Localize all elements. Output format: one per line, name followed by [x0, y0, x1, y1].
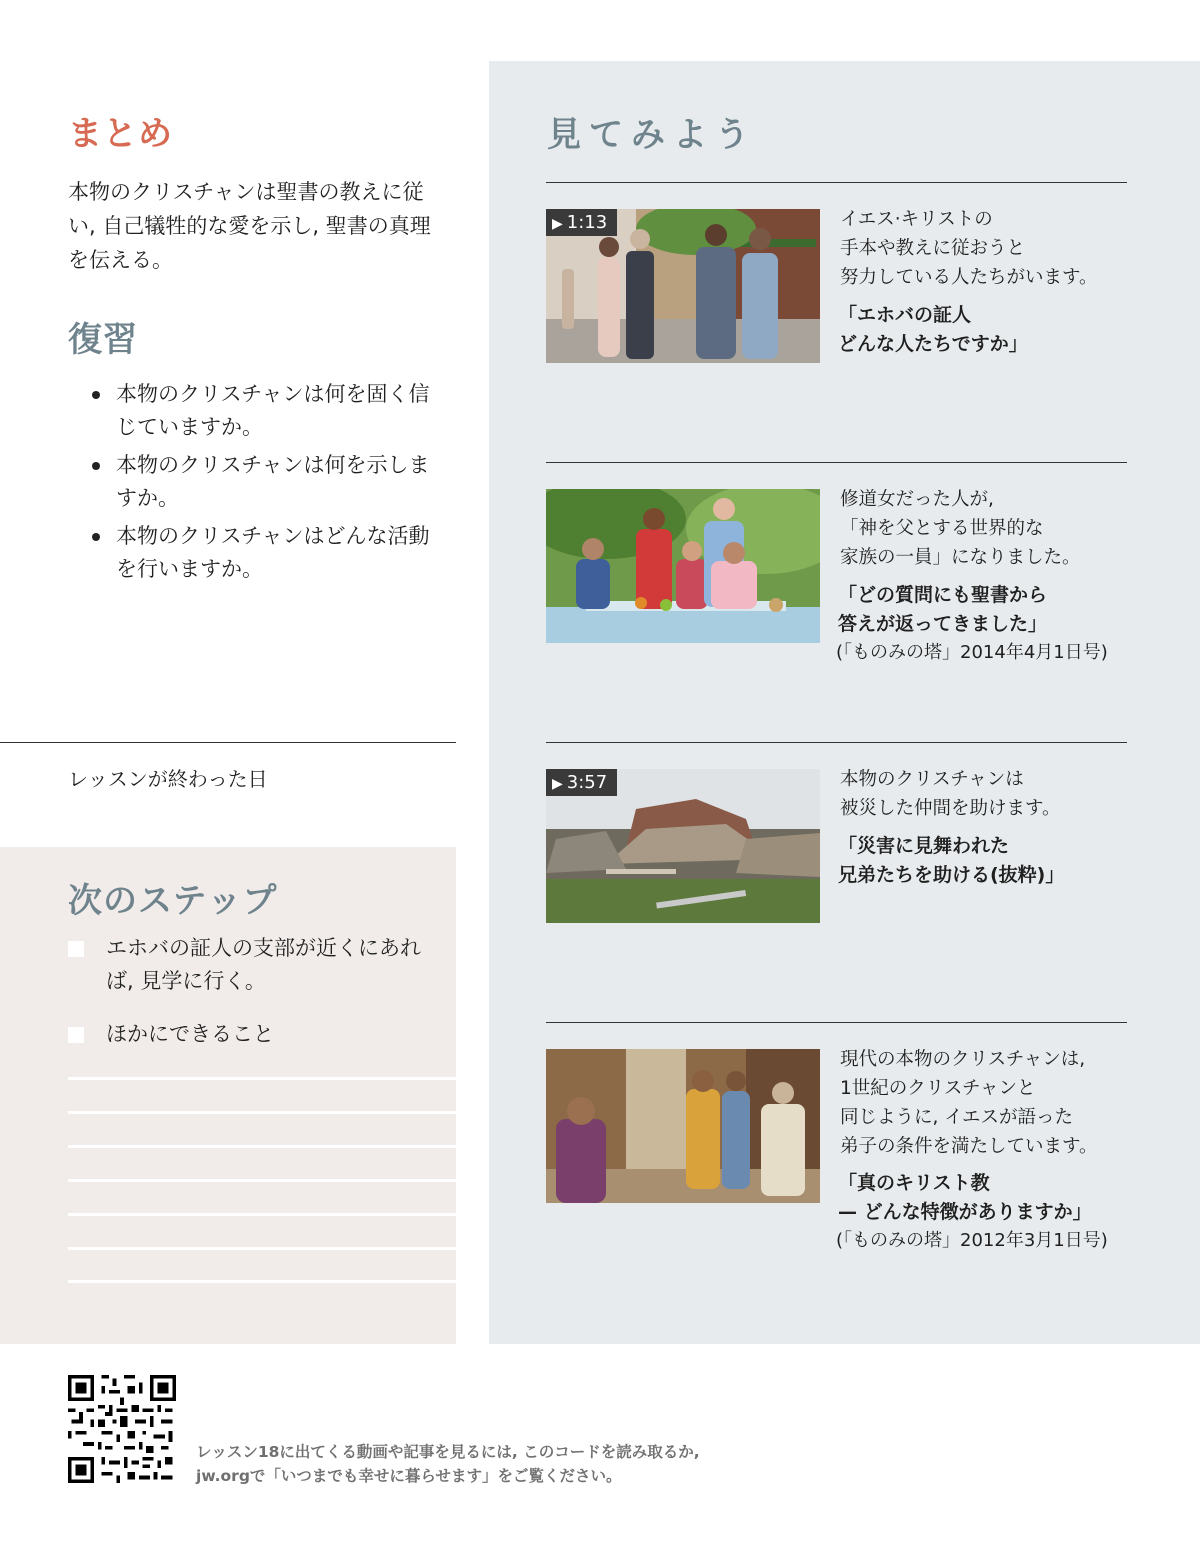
- writing-line[interactable]: [68, 1179, 456, 1182]
- video-duration: ▶ 1:13: [546, 209, 617, 236]
- next-step-item: エホバの証人の支部が近くにあれば, 見学に行く。: [68, 932, 438, 998]
- media-description: 本物のクリスチャンは 被災した仲間を助けます。: [840, 769, 1061, 819]
- writing-line[interactable]: [68, 1111, 456, 1114]
- writing-line[interactable]: [68, 1247, 456, 1250]
- watch-panel: [489, 61, 1200, 1344]
- footer-line: jw.orgで「いつまでも幸せに暮らせます」をご覧ください。: [196, 1467, 622, 1485]
- media-source: (「ものみの塔」2012年3月1日号): [836, 1230, 1108, 1251]
- next-steps-panel: [0, 847, 456, 1344]
- next-steps-heading: 次のステップ: [68, 881, 278, 921]
- next-step-item: ほかにできること: [68, 1018, 438, 1051]
- qr-code-icon[interactable]: [68, 1375, 176, 1483]
- media-title-link[interactable]: 「どの質問にも聖書から 答えが返ってきました」: [838, 584, 1048, 635]
- first-century-scene-image: [546, 1049, 820, 1203]
- divider: [546, 462, 1127, 463]
- divider: [546, 182, 1127, 183]
- divider: [546, 742, 1127, 743]
- divider: [546, 1022, 1127, 1023]
- media-title-link[interactable]: 「災害に見舞われた 兄弟たちを助ける(抜粋)」: [838, 835, 1065, 886]
- media-description: 現代の本物のクリスチャンは, 1世紀のクリスチャンと 同じように, イエスが語った 弟子の条件を満たしています。: [840, 1049, 1098, 1157]
- checkbox[interactable]: [68, 1027, 84, 1043]
- bullet-icon: [92, 391, 100, 399]
- article-thumbnail-nun[interactable]: [546, 489, 820, 643]
- writing-line[interactable]: [68, 1280, 456, 1283]
- video-thumbnail-disaster[interactable]: [546, 769, 820, 923]
- watch-heading: 見てみよう: [547, 115, 757, 155]
- summary-heading: まとめ: [68, 114, 173, 154]
- divider: [0, 742, 456, 743]
- video-thumbnail-witnesses[interactable]: [546, 209, 820, 363]
- review-heading: 復習: [68, 320, 138, 360]
- bullet-icon: [92, 462, 100, 470]
- review-question: 本物のクリスチャンは何を示しますか。: [92, 449, 440, 515]
- video-duration: ▶ 3:57: [546, 769, 617, 796]
- footer-line: レッスン18に出てくる動画や記事を見るには, このコードを読み取るか,: [196, 1443, 700, 1461]
- review-question: 本物のクリスチャンはどんな活動を行いますか。: [92, 520, 440, 586]
- writing-line[interactable]: [68, 1213, 456, 1216]
- footer-note: [196, 1440, 700, 1488]
- review-question: 本物のクリスチャンは何を固く信じていますか。: [92, 378, 440, 444]
- completion-date-label: レッスンが終わった日: [68, 767, 268, 791]
- media-title-link[interactable]: 「真のキリスト教 — どんな特徴がありますか」: [838, 1172, 1092, 1223]
- bullet-icon: [92, 533, 100, 541]
- play-icon: ▶: [552, 216, 563, 232]
- media-title-link[interactable]: 「エホバの証人 どんな人たちですか」: [838, 304, 1028, 355]
- review-list: [92, 378, 440, 591]
- play-icon: ▶: [552, 776, 563, 792]
- media-description: 修道女だった人が, 「神を父とする世界的な 家族の一員」になりました。: [840, 489, 1081, 568]
- article-thumbnail-first-century[interactable]: [546, 1049, 820, 1203]
- summary-text: 本物のクリスチャンは聖書の教えに従い, 自己犠牲的な愛を示し, 聖書の真理を伝える。: [68, 180, 431, 272]
- checkbox[interactable]: [68, 941, 84, 957]
- writing-line[interactable]: [68, 1145, 456, 1148]
- media-description: イエス·キリストの 手本や教えに従おうと 努力している人たちがいます。: [840, 209, 1098, 288]
- writing-line[interactable]: [68, 1077, 456, 1080]
- media-source: (「ものみの塔」2014年4月1日号): [836, 642, 1108, 663]
- family-meal-image: [546, 489, 820, 643]
